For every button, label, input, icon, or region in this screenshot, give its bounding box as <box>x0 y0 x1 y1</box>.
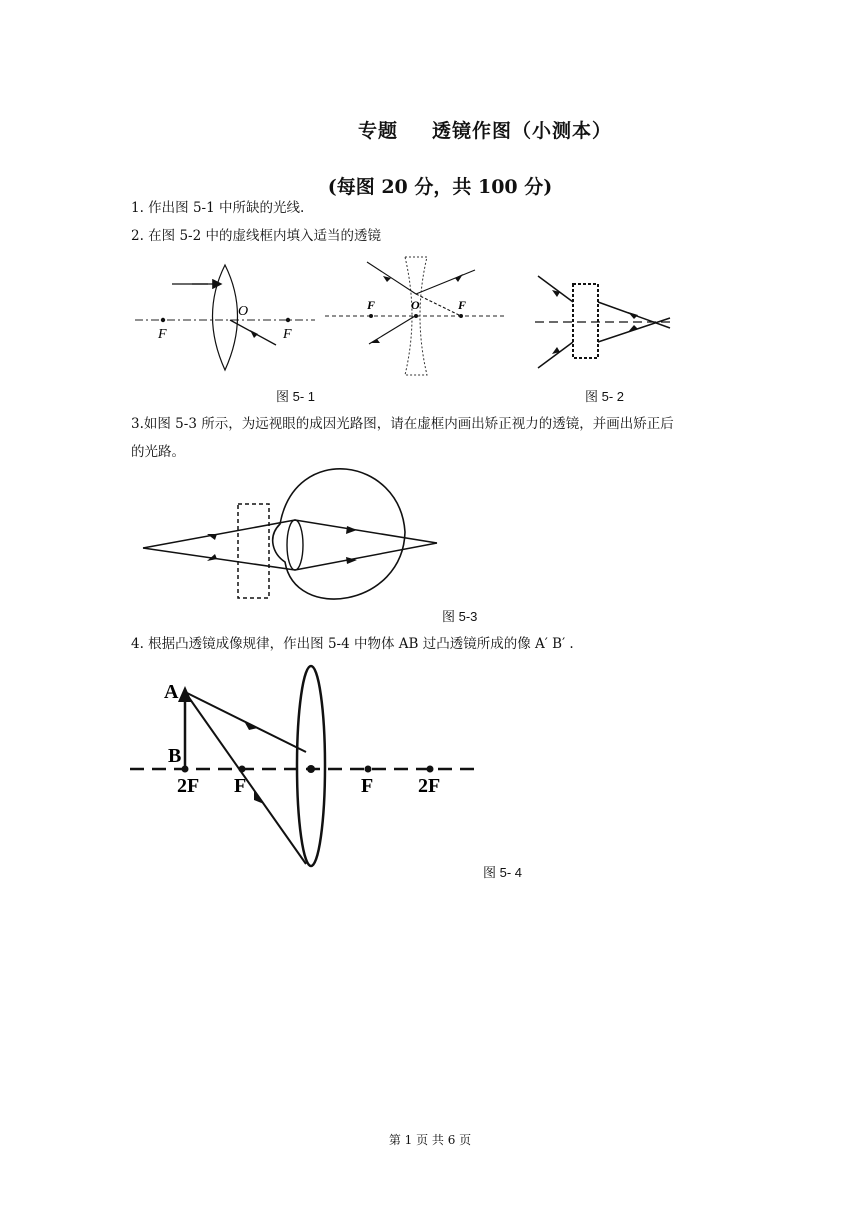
focus-left-label: F <box>234 775 247 797</box>
question-1: 1. 作出图 5-1 中所缺的光线. <box>131 200 305 216</box>
focus-left-dot <box>161 318 165 322</box>
figure-concave-lens <box>325 252 510 377</box>
focus-left-dot <box>369 314 373 318</box>
correction-dashed-box <box>238 504 269 598</box>
optical-center-label: O <box>411 298 420 312</box>
optical-center-dot <box>414 314 418 318</box>
ray-bottom-refracted <box>295 543 437 570</box>
focus-right-dot <box>286 318 290 322</box>
figure-5-4-caption: 图 5- 4 <box>483 865 523 880</box>
twof-right-dot <box>427 766 434 773</box>
twof-left-label: 2F <box>177 775 200 797</box>
focus-left-label: F <box>367 298 376 312</box>
title-main: 透镜作图（小测本） <box>432 120 613 142</box>
focus-right-label: F <box>361 775 374 797</box>
figure-5-3 <box>135 462 445 612</box>
convex-lens <box>213 265 238 370</box>
focus-left-label: F <box>158 327 167 342</box>
extension-ray <box>416 294 461 316</box>
figure-5-3-caption: 图 5-3 <box>442 609 478 624</box>
point-b-dot <box>182 766 189 773</box>
optical-center-label: O <box>238 304 249 319</box>
question-3: 3.如图 5-3 所示，为远视眼的成因光路图，请在虚框内画出矫正视力的透镜，并画出矫正后 <box>131 416 674 432</box>
figure-5-1 <box>130 260 330 380</box>
focus-right-label: F <box>283 327 292 342</box>
figure-5-2 <box>530 268 675 378</box>
question-2: 2. 在图 5-2 中的虚线框内填入适当的透镜 <box>131 228 381 244</box>
ray-bottom-incident <box>143 548 295 570</box>
incident-ray-top <box>538 276 573 302</box>
twof-right-label: 2F <box>418 775 441 797</box>
lens-dashed-box <box>573 284 598 358</box>
figure-5-1-caption: 图 5- 1 <box>276 389 316 404</box>
incident-ray-bottom <box>538 342 573 368</box>
focus-left-dot <box>239 766 246 773</box>
refracted-ray-top <box>416 270 475 294</box>
point-b-label: B <box>168 745 182 767</box>
focus-right-label: F <box>458 298 467 312</box>
focus-right-dot <box>459 314 463 318</box>
page-footer: 第 1 页 共 6 页 <box>388 1133 472 1147</box>
optical-center-dot <box>307 765 315 773</box>
ray-top-refracted <box>295 520 437 543</box>
focus-right-dot <box>365 766 372 773</box>
point-a-label: A <box>164 681 179 703</box>
page-title <box>0 116 860 143</box>
figure-5-2-caption: 图 5- 2 <box>585 389 625 404</box>
title-topic: 专题 <box>357 120 398 142</box>
question-4: 4. 根据凸透镜成像规律，作出图 5-4 中物体 AB 过凸透镜所成的像 A′ B′ . <box>131 636 574 652</box>
question-3-continued: 的光路。 <box>131 444 185 460</box>
page-subtitle: (每图 20 分，共 100 分) <box>327 176 553 198</box>
eye-lens <box>287 520 303 570</box>
figure-5-4 <box>130 662 485 872</box>
